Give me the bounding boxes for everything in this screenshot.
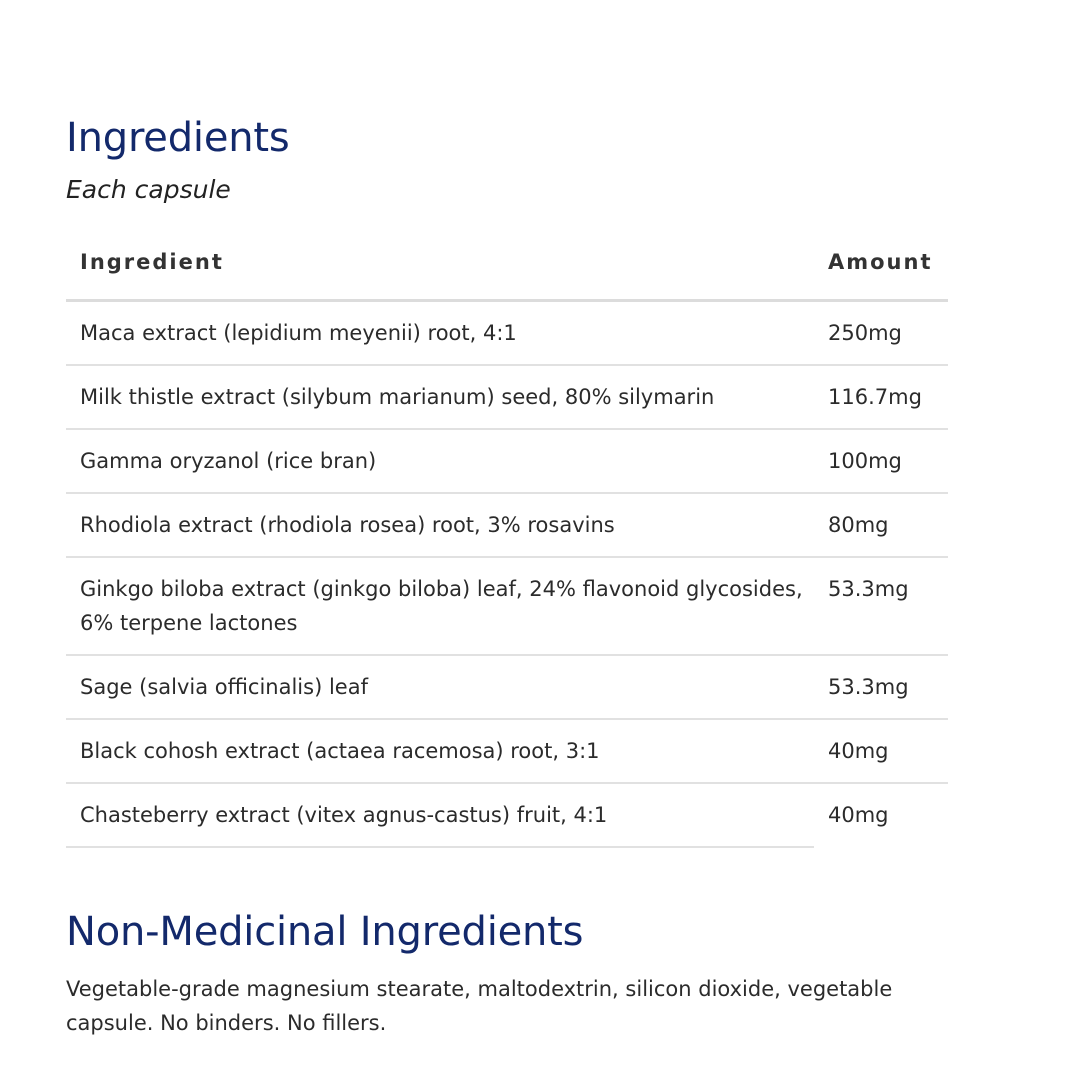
table-row bbox=[66, 429, 948, 493]
ingredient-amount: 80mg bbox=[814, 493, 948, 557]
table-header-row bbox=[66, 238, 948, 300]
table-row bbox=[66, 365, 948, 429]
ingredient-amount: 40mg bbox=[828, 802, 889, 827]
table-row bbox=[66, 493, 948, 557]
ingredient-amount: 53.3mg bbox=[814, 655, 948, 719]
ingredient-name: Sage (salvia officinalis) leaf bbox=[66, 655, 814, 719]
non-medicinal-heading: Non-Medicinal Ingredients bbox=[66, 908, 584, 955]
table-row bbox=[66, 783, 948, 847]
ingredient-amount: 250mg bbox=[814, 300, 948, 365]
column-header-ingredient: Ingredient bbox=[66, 238, 814, 300]
ingredient-name: Maca extract (lepidium meyenii) root, 4:1 bbox=[66, 300, 814, 365]
ingredient-name: Chasteberry extract (vitex agnus-castus) fruit, 4:1 bbox=[66, 783, 814, 847]
ingredients-table bbox=[66, 238, 948, 848]
ingredient-amount: 100mg bbox=[814, 429, 948, 493]
ingredient-name: Ginkgo biloba extract (ginkgo biloba) leaf, 24% flavonoid glycosides, 6% terpene lactones bbox=[66, 557, 814, 655]
page-content bbox=[66, 112, 948, 1040]
table-row bbox=[66, 557, 948, 655]
ingredient-amount: 116.7mg bbox=[814, 365, 948, 429]
table-row bbox=[66, 719, 948, 783]
table-row bbox=[66, 655, 948, 719]
ingredient-name: Gamma oryzanol (rice bran) bbox=[66, 429, 814, 493]
ingredient-amount: 40mg bbox=[814, 719, 948, 783]
ingredient-amount: 53.3mg bbox=[814, 557, 948, 655]
ingredient-name: Black cohosh extract (actaea racemosa) root, 3:1 bbox=[66, 719, 814, 783]
ingredients-subtitle: Each capsule bbox=[66, 175, 231, 204]
column-header-amount: Amount bbox=[814, 238, 948, 300]
non-medicinal-text: Vegetable-grade magnesium stearate, maltodextrin, silicon dioxide, vegetable capsule. No binders. No fillers. bbox=[66, 976, 893, 1035]
ingredient-name: Milk thistle extract (silybum marianum) seed, 80% silymarin bbox=[66, 365, 814, 429]
ingredients-heading: Ingredients bbox=[66, 115, 290, 161]
ingredient-name: Rhodiola extract (rhodiola rosea) root, 3% rosavins bbox=[66, 493, 814, 557]
table-row bbox=[66, 300, 948, 365]
